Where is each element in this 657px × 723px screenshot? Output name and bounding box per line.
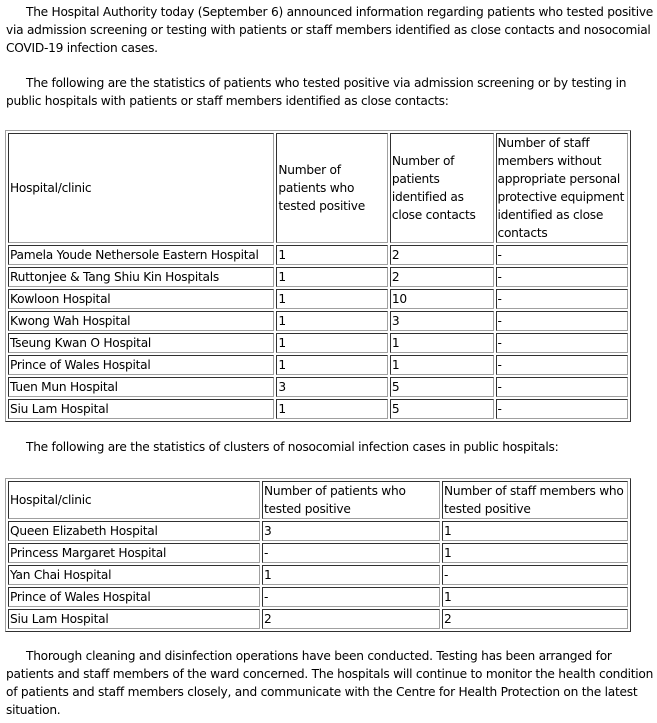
hospital-name: Prince of Wales Hospital: [8, 355, 274, 375]
table-row: [8, 377, 628, 397]
closing-paragraph: Thorough cleaning and disinfection operations have been conducted. Testing has been arranged for patients and staff members of the ward concerned. The hospitals will continue to monitor the health condition of patients and staff members closely, and communicate with the Centre for Health Protection on the latest situation.: [6, 649, 654, 717]
table1-intro-paragraph: The following are the statistics of patients who tested positive via admission screening or by testing in public hospitals with patients or staff members identified as close contacts:: [6, 76, 627, 108]
hospital-name: Siu Lam Hospital: [8, 399, 274, 419]
hospital-name: Princess Margaret Hospital: [8, 543, 260, 563]
table-row: [8, 399, 628, 419]
patients-positive: 2: [262, 609, 440, 629]
hospital-name: Pamela Youde Nethersole Eastern Hospital: [8, 245, 274, 265]
patients-positive: 1: [276, 245, 387, 265]
table-header-row: [8, 133, 628, 243]
patients-close-contacts: 2: [390, 245, 494, 265]
header-hospital: Hospital/clinic: [8, 481, 260, 519]
patients-close-contacts: 1: [390, 355, 494, 375]
staff-positive: 1: [442, 543, 628, 563]
patients-positive: 1: [276, 267, 387, 287]
staff-close-contacts: -: [496, 267, 629, 287]
patients-positive: 3: [262, 521, 440, 541]
hospital-name: Yan Chai Hospital: [8, 565, 260, 585]
patients-positive: 3: [276, 377, 387, 397]
patients-positive: 1: [276, 311, 387, 331]
table-row: [8, 333, 628, 353]
staff-positive: 2: [442, 609, 628, 629]
table-row: [8, 565, 628, 585]
patients-close-contacts: 3: [390, 311, 494, 331]
patients-positive: 1: [276, 289, 387, 309]
staff-close-contacts: -: [496, 289, 629, 309]
table-row: [8, 311, 628, 331]
table2-intro-paragraph: The following are the statistics of clusters of nosocomial infection cases in public hospitals:: [26, 440, 559, 454]
table-row: [8, 267, 628, 287]
staff-positive: 1: [442, 587, 628, 607]
patients-positive: 1: [276, 399, 387, 419]
patients-close-contacts: 5: [390, 399, 494, 419]
hospital-name: Queen Elizabeth Hospital: [8, 521, 260, 541]
staff-positive: 1: [442, 521, 628, 541]
staff-close-contacts: -: [496, 333, 629, 353]
patients-close-contacts: 5: [390, 377, 494, 397]
header-staff-close-contacts: Number of staff members without appropriate personal protective equipment identified as close contacts: [496, 133, 629, 243]
header-hospital: Hospital/clinic: [8, 133, 274, 243]
table-row: [8, 245, 628, 265]
hospital-name: Ruttonjee & Tang Shiu Kin Hospitals: [8, 267, 274, 287]
intro-paragraph: The Hospital Authority today (September 6) announced information regarding patients who tested positive via admission screening or testing with patients or staff members identified as close contacts and nosocomial COVID-19 infection cases.: [6, 5, 654, 55]
table-row: [8, 609, 628, 629]
table-row: [8, 587, 628, 607]
staff-close-contacts: -: [496, 311, 629, 331]
hospital-name: Tseung Kwan O Hospital: [8, 333, 274, 353]
hospital-name: Kowloon Hospital: [8, 289, 274, 309]
header-patients-positive: Number of patients who tested positive: [276, 133, 387, 243]
hospital-name: Kwong Wah Hospital: [8, 311, 274, 331]
staff-close-contacts: -: [496, 377, 629, 397]
patients-close-contacts: 1: [390, 333, 494, 353]
staff-positive: -: [442, 565, 628, 585]
header-patients-close-contacts: Number of patients identified as close contacts: [390, 133, 494, 243]
patients-positive: 1: [276, 333, 387, 353]
patients-positive: -: [262, 543, 440, 563]
hospital-name: Prince of Wales Hospital: [8, 587, 260, 607]
patients-close-contacts: 10: [390, 289, 494, 309]
patients-positive: 1: [276, 355, 387, 375]
staff-close-contacts: -: [496, 399, 629, 419]
table-row: [8, 543, 628, 563]
table-header-row: [8, 481, 628, 519]
close-contacts-table: [5, 130, 631, 422]
header-patients-positive: Number of patients who tested positive: [262, 481, 440, 519]
hospital-name: Siu Lam Hospital: [8, 609, 260, 629]
patients-close-contacts: 2: [390, 267, 494, 287]
hospital-name: Tuen Mun Hospital: [8, 377, 274, 397]
table-row: [8, 289, 628, 309]
nosocomial-clusters-table: [5, 478, 631, 632]
staff-close-contacts: -: [496, 355, 629, 375]
table-row: [8, 521, 628, 541]
staff-close-contacts: -: [496, 245, 629, 265]
patients-positive: -: [262, 587, 440, 607]
header-staff-positive: Number of staff members who tested positive: [442, 481, 628, 519]
patients-positive: 1: [262, 565, 440, 585]
table-row: [8, 355, 628, 375]
